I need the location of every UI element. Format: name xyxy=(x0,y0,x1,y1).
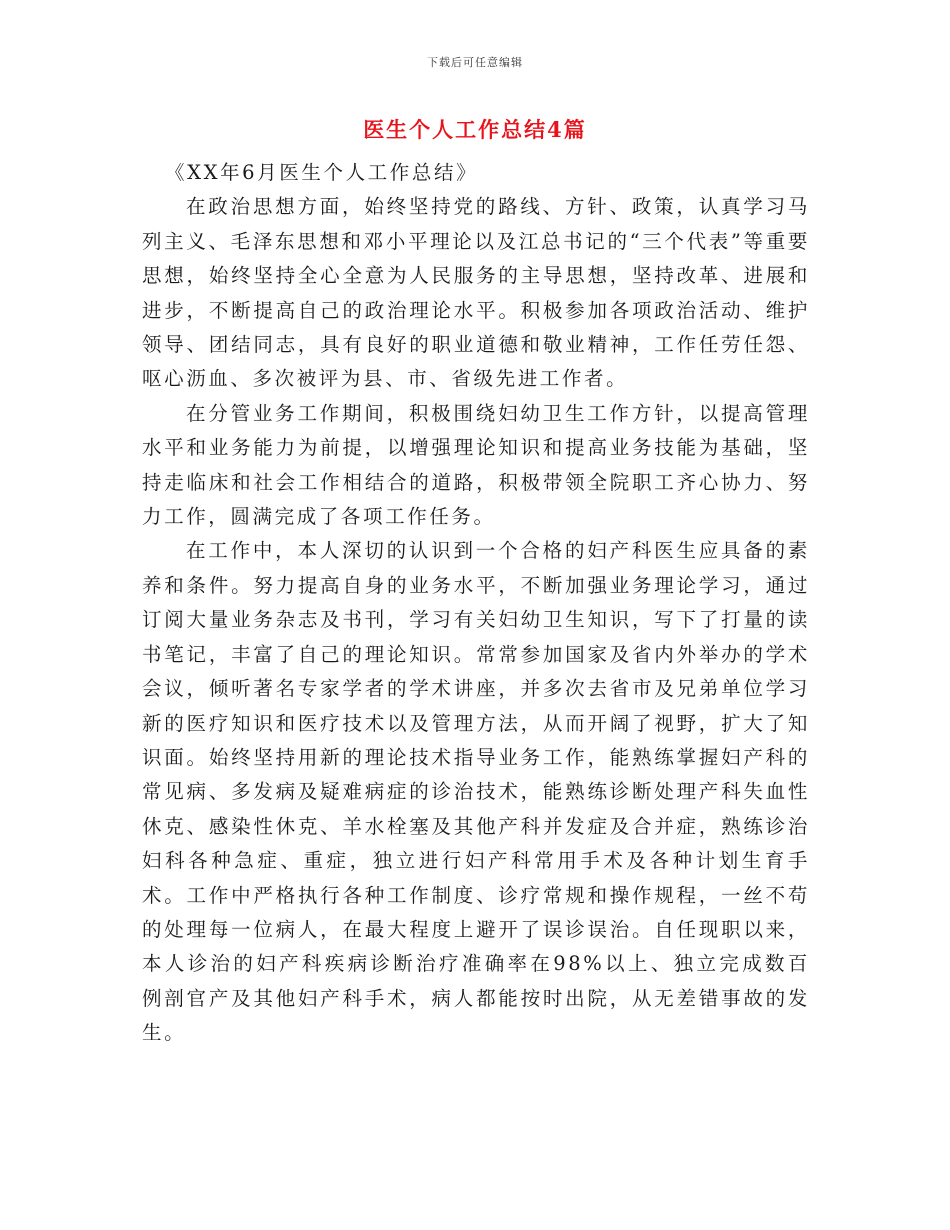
document-body xyxy=(142,156,810,1051)
paragraph-clinical-work: 在工作中，本人深切的认识到一个合格的妇产科医生应具备的素养和条件。努力提高自身的业务水平，不断加强业务理论学习，通过订阅大量业务杂志及书刊，学习有关妇幼卫生知识，写下了打量的读书笔记，丰富了自己的理论知识。常常参加国家及省内外举办的学术会议，倾听著名专家学者的学术讲座，并多次去省市及兄弟单位学习新的医疗知识和医疗技术以及管理方法，从而开阔了视野，扩大了知识面。始终坚持用新的理论技术指导业务工作，能熟练掌握妇产科的常见病、多发病及疑难病症的诊治技术，能熟练诊断处理产科失血性休克、感染性休克、羊水栓塞及其他产科并发症及合并症，熟练诊治妇科各种急症、重症，独立进行妇产科常用手术及各种计划生育手术。工作中严格执行各种工作制度、诊疗常规和操作规程，一丝不苟的处理每一位病人，在最大程度上避开了误诊误治。自任现职以来，本人诊治的妇产科疾病诊断治疗准确率在98%以上、独立完成数百例剖官产及其他妇产科手术，病人都能按时出院，从无差错事故的发生。 xyxy=(142,539,810,1045)
paragraph-political: 在政治思想方面，始终坚持党的路线、方针、政策，认真学习马列主义、毛泽东思想和邓小平理论以及江总书记的“三个代表”等重要思想，始终坚持全心全意为人民服务的主导思想，坚持改革、进展和进步，不断提高自己的政治理论水平。积极参加各项政治活动、维护领导、团结同志，具有良好的职业道德和敬业精神，工作任劳任怨、呕心沥血、多次被评为县、市、省级先进工作者。 xyxy=(142,195,810,391)
document-subtitle: 《XX年6月医生个人工作总结》 xyxy=(165,161,479,184)
document-title: 医生个人工作总结4篇 xyxy=(363,117,587,142)
paragraph-management: 在分管业务工作期间，积极围绕妇幼卫生工作方针，以提高管理水平和业务能力为前提，以增强理论知识和提高业务技能为基础，坚持走临床和社会工作相结合的道路，积极带领全院职工齐心协力、努力工作，圆满完成了各项工作任务。 xyxy=(142,401,810,529)
page-header-note: 下载后可任意编辑 xyxy=(427,56,523,69)
